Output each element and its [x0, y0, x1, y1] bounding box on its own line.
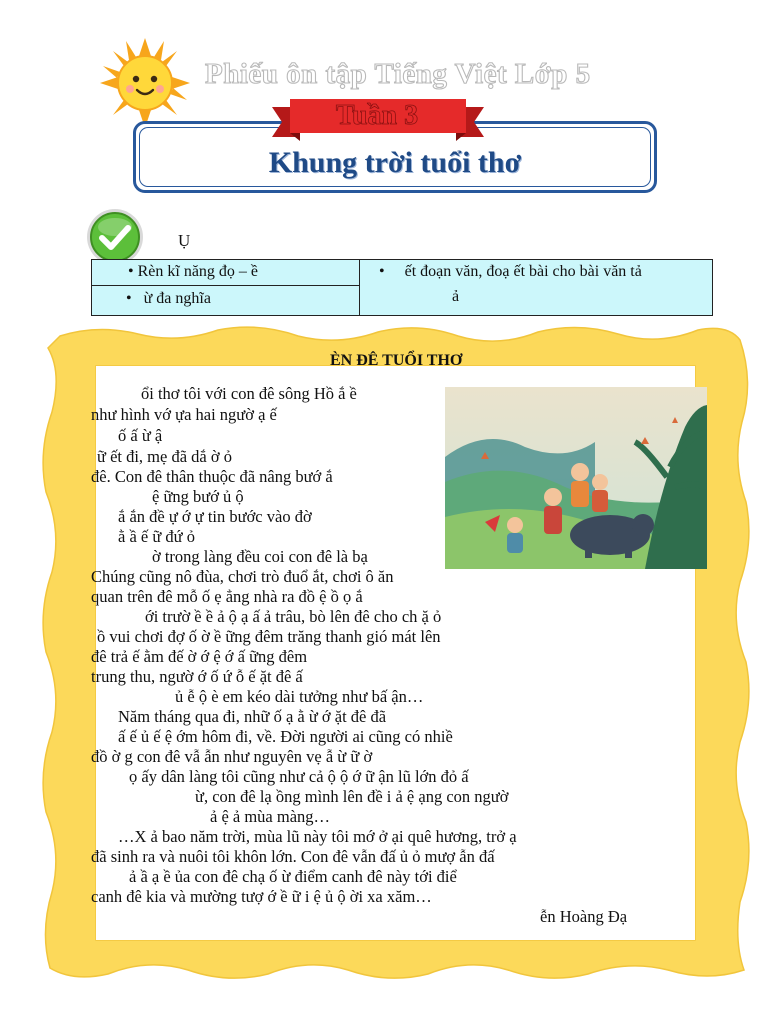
story-line: quan trên đê mỗ ố ẹ ẳng nhà ra đồ ệ ồ ọ ắ	[91, 587, 363, 606]
story-line: ủ ễ ộ è em kéo dài tưởng như bấ ận…	[175, 687, 424, 706]
story-title: ÈN ĐÊ TUỔI THƠ	[330, 352, 463, 369]
objective-item-1: • Rèn kĩ năng đọ – ề	[128, 263, 259, 280]
story-line: ữ ết đi, mẹ đã dắ ờ ỏ	[97, 447, 232, 466]
objective-item-3-cont: ả	[452, 288, 460, 305]
story-line: ờ trong làng đều coi con đê là bạ	[152, 547, 368, 566]
story-line: đê. Con đê thân thuộc đã nâng bướ ắ	[91, 467, 333, 486]
lesson-title: Khung trời tuổi thơ	[268, 146, 522, 179]
story-line: …X ả bao năm trời, mùa lũ này tôi mớ ở ại quê hương, trở ạ	[118, 827, 517, 846]
story-line: ổi thơ tôi với con đê sông Hồ ắ ề	[141, 384, 357, 403]
story-line: như hình vớ ựa hai ngườ ạ ế	[91, 405, 277, 424]
story-line: Năm tháng qua đi, nhữ ố ạ ằ ừ ớ ặt đê đã	[118, 707, 387, 726]
story-line: đồ ờ g con đê vẫ ẫn như nguyên vẹ ẫ ừ ữ ờ	[91, 747, 373, 766]
story-line: ệ ững bướ ủ ộ	[152, 487, 244, 506]
story-line: ọ ấy dân làng tôi cũng như cả ộ ộ ớ ữ ận lũ lớn đỏ ấ	[129, 767, 469, 786]
story-line: ồ vui chơi đợ ố ờ ề ững đêm trăng thanh gió mát lên	[97, 627, 441, 646]
story-line: trung thu, ngườ ớ ố ứ ỗ ế ặt đê ấ	[91, 667, 303, 686]
story-line: ả ệ ả mùa màng…	[210, 807, 331, 826]
story-line: ố ấ ừ ậ	[118, 426, 163, 445]
story-line: ằ ầ ế ữ đứ ỏ	[118, 527, 195, 546]
story-line: ấ ế ủ ế ệ ớm hôm đi, về. Đời người ai cũng có nhiề	[118, 727, 453, 746]
story-line: đã sinh ra và nuôi tôi khôn lớn. Con đê vẫn đấ ủ ỏ mượ ẫn đấ	[91, 847, 495, 866]
story-line: ừ, con đê lạ ồng mình lên đề i ả ệ ạng con ngườ	[195, 787, 509, 806]
story-line: canh đê kia và mường tượ ớ ề ữ i ệ ủ ộ ời xa xăm…	[91, 887, 432, 906]
story-author: ễn Hoàng Đạ	[540, 907, 628, 926]
story-line: Chúng cũng nô đùa, chơi trò đuổ ắt, chơi ô ăn	[91, 567, 394, 586]
story-line: ắ ắn đề ự ớ ự tin bước vào đờ	[118, 507, 312, 526]
objective-item-2: • ừ đa nghĩa	[126, 290, 211, 307]
story-line: ới trườ ề ề ả ộ ạ ấ ả trâu, bò lên đê cho ch ặ ỏ	[145, 607, 442, 626]
objective-item-3: • ết đoạn văn, đoạ ết bài cho bài văn tả	[379, 263, 642, 280]
week-label: Tuần 3	[335, 100, 419, 131]
worksheet-title: Phiếu ôn tập Tiếng Việt Lớp 5	[205, 58, 591, 90]
objectives-heading: Ụ	[178, 231, 191, 250]
story-line: ả ầ ạ ề ủa con đê chạ ố ừ điểm canh đê này tới điể	[129, 867, 457, 886]
story-line: đê trả ế ằm đế ờ ớ ệ ớ ấ ững đêm	[91, 647, 308, 666]
